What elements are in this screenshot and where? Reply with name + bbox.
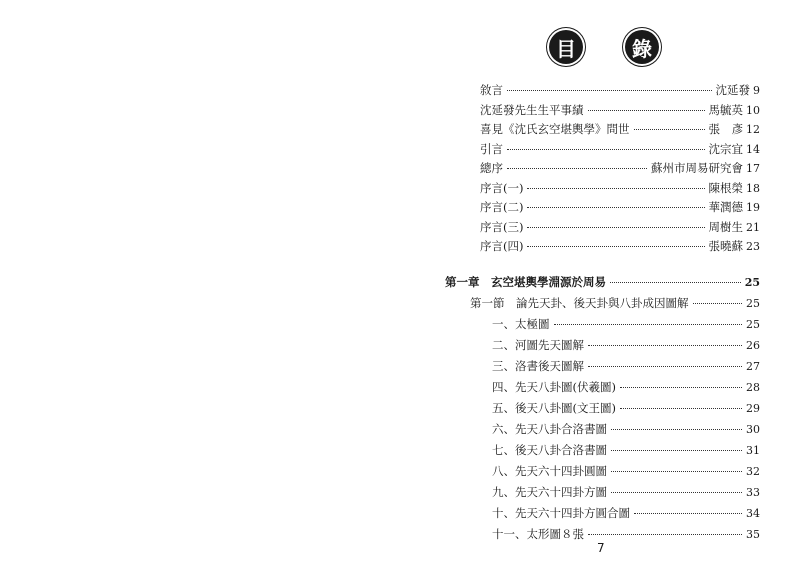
- toc-item[interactable]: [445, 484, 760, 505]
- dot-leader: [634, 512, 742, 514]
- toc-heading: [549, 30, 659, 64]
- dot-leader: [588, 365, 742, 367]
- entry-page: 9: [753, 84, 760, 97]
- dot-leader: [554, 323, 743, 325]
- item-page: 29: [746, 402, 760, 415]
- entry-title: 敘言: [480, 83, 503, 97]
- toc-entry[interactable]: [480, 219, 760, 239]
- dot-leader: [527, 187, 704, 189]
- section-page: 25: [746, 297, 760, 310]
- toc-entry[interactable]: [480, 121, 760, 141]
- toc-item[interactable]: [445, 358, 760, 379]
- entry-title: 總序: [480, 161, 503, 175]
- page-number: 7: [597, 541, 605, 555]
- item-page: 31: [746, 444, 760, 457]
- item-title: 先天六十四卦圓圖: [515, 464, 607, 478]
- entry-title: 沈延發先生生平事績: [480, 102, 584, 117]
- entry-page: 23: [746, 240, 760, 253]
- dot-leader: [527, 226, 704, 228]
- item-title: 先天六十四卦方圓合圖: [515, 506, 630, 520]
- toc-item[interactable]: [445, 505, 760, 526]
- toc-entry[interactable]: [480, 160, 760, 180]
- item-number: 八、: [492, 464, 515, 478]
- entry-page: 17: [746, 162, 760, 175]
- item-page: 30: [746, 423, 760, 436]
- dot-leader: [611, 428, 742, 430]
- toc-entry[interactable]: [480, 102, 760, 122]
- item-title: 先天八卦合洛書圖: [515, 422, 607, 436]
- item-number: 十、: [492, 506, 515, 520]
- item-page: 25: [746, 318, 760, 331]
- entry-author: 沈宗宜: [708, 141, 743, 156]
- item-number: 五、: [492, 401, 515, 415]
- entry-title: 序言(一): [480, 180, 524, 195]
- entry-author: 張 彥: [708, 122, 743, 136]
- dot-leader: [611, 449, 742, 451]
- dot-leader: [588, 109, 705, 111]
- dot-leader: [507, 167, 647, 169]
- toc-entry[interactable]: [480, 141, 760, 161]
- item-title: 太形圖８張: [526, 527, 584, 541]
- toc-entry[interactable]: [480, 180, 760, 200]
- item-title: 太極圖: [515, 317, 550, 331]
- item-number: 一、: [492, 317, 515, 331]
- entry-page: 18: [746, 181, 760, 195]
- dot-leader: [527, 245, 704, 247]
- toc-item[interactable]: [445, 463, 760, 484]
- dot-leader: [588, 533, 742, 535]
- item-number: 九、: [492, 485, 515, 499]
- item-number: 六、: [492, 422, 515, 436]
- dot-leader: [693, 302, 743, 304]
- item-page: 28: [746, 381, 760, 394]
- dot-leader: [610, 281, 741, 283]
- toc-item[interactable]: [445, 316, 760, 337]
- dot-leader: [527, 206, 704, 208]
- item-number: 三、: [492, 359, 515, 373]
- chapter-page: 25: [744, 276, 760, 289]
- dot-leader: [507, 89, 712, 91]
- entry-title: 序言(四): [480, 239, 524, 253]
- toc-item[interactable]: [445, 421, 760, 442]
- chapter-title: 第一章 玄空堪輿學淵源於周易: [445, 275, 606, 289]
- toc-item[interactable]: [445, 400, 760, 421]
- entry-author: 華潤德: [708, 200, 743, 214]
- dot-leader: [620, 407, 742, 409]
- item-page: 34: [746, 507, 760, 520]
- item-title: 河圖先天圖解: [515, 338, 584, 352]
- heading-char-mu: 目: [549, 30, 583, 64]
- item-page: 26: [746, 339, 760, 352]
- item-title: 後天八卦圖(文王圖): [515, 401, 616, 415]
- item-title: 洛書後天圖解: [515, 359, 584, 373]
- entry-page: 21: [746, 220, 760, 234]
- entry-author: 周樹生: [708, 219, 743, 234]
- entry-author: 陳根榮: [708, 180, 743, 195]
- item-title: 先天六十四卦方圖: [515, 485, 607, 499]
- item-page: 32: [746, 465, 760, 478]
- entry-author: 馬毓英: [708, 102, 743, 117]
- entry-page: 10: [746, 103, 760, 117]
- dot-leader: [620, 386, 742, 388]
- toc-entry[interactable]: [480, 238, 760, 258]
- entry-author: 沈延發: [715, 83, 750, 97]
- toc-item[interactable]: [445, 379, 760, 400]
- entry-page: 12: [746, 123, 760, 136]
- entry-author: 張曉蘇: [708, 239, 743, 253]
- item-number: 七、: [492, 443, 515, 457]
- item-title: 後天八卦合洛書圖: [515, 443, 607, 457]
- entry-title: 引言: [480, 141, 503, 156]
- dot-leader: [507, 148, 705, 150]
- toc-item[interactable]: [445, 337, 760, 358]
- chapter-entries: [445, 274, 760, 547]
- item-number: 四、: [492, 380, 515, 394]
- item-number: 二、: [492, 338, 515, 352]
- dot-leader: [611, 470, 742, 472]
- entry-page: 14: [746, 142, 760, 156]
- entry-title: 喜見《沈氏玄空堪輿學》問世: [480, 122, 630, 136]
- dot-leader: [634, 128, 705, 130]
- entry-title: 序言(三): [480, 219, 524, 234]
- chapter-heading[interactable]: [445, 274, 760, 295]
- toc-entry[interactable]: [480, 199, 760, 219]
- toc-item[interactable]: [445, 442, 760, 463]
- item-page: 33: [746, 486, 760, 499]
- entry-author: 蘇州市周易研究會: [651, 161, 743, 175]
- item-title: 先天八卦圖(伏羲圖): [515, 380, 616, 394]
- item-number: 十一、: [492, 527, 527, 541]
- item-page: 35: [746, 528, 760, 541]
- dot-leader: [588, 344, 742, 346]
- toc-entry[interactable]: [480, 82, 760, 102]
- heading-char-lu: 錄: [625, 30, 659, 64]
- preliminary-entries: [480, 82, 760, 258]
- entry-title: 序言(二): [480, 200, 524, 214]
- dot-leader: [611, 491, 742, 493]
- section-title: 第一節 論先天卦、後天卦與八卦成因圖解: [470, 296, 689, 310]
- item-page: 27: [746, 360, 760, 373]
- entry-page: 19: [746, 201, 760, 214]
- section-heading[interactable]: [445, 295, 760, 316]
